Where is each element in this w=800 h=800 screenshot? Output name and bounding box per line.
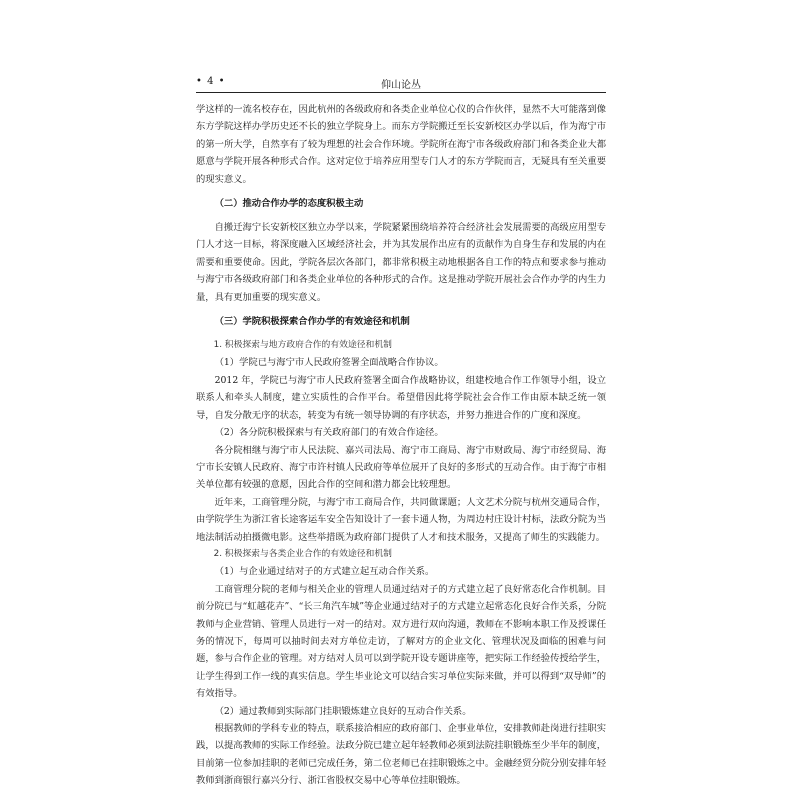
paragraph: 各分院相继与海宁市人民法院、嘉兴司法局、海宁市工商局、海宁市财政局、海宁市经贸局、海宁市长安镇人民政府、海宁市许村镇人民政府等单位展开了良好的多形式的互动合作。由于海宁市相关单位都有较强的意愿，因此合作的空间和潜力都会比较理想。 <box>196 444 606 491</box>
paragraph: 工商管理分院的老师与相关企业的管理人员通过结对子的方式建立起了良好常态化合作机制。目前分院已与“虹越花卉”、“长三角汽车城”等企业通过结对子的方式建立起常态化良好合作关系，分院教师与企业营销、管理人员进行一对一的结对。双方进行双向沟通，教师在不影响本职工作及授课任务的情况下，每周可以抽时间去对方单位走访，了解对方的企业文化、管理状况及面临的困难与问题，参与合作企业的管理。对方结对人员可以到学院开设专题讲座等，把实际工作经验传授给学生，让学生得到工作一线的真实信息。学生毕业论文可以结合实习单位实际来做，并可以得到“双导师”的有效指导。 <box>196 583 606 700</box>
journal-title: 仰山论丛 <box>381 80 421 91</box>
running-header <box>196 70 606 93</box>
section-heading-2: （二）推动合作办学的态度积极主动 <box>214 198 364 210</box>
page-number: • 4 • <box>196 76 226 87</box>
paragraph: 近年来，工商管理分院，与海宁市工商局合作，共同做课题；人文艺术分院与杭州交通局合作，由学院学生为浙江省长途客运车安全告知设计了一套卡通人物，为周边村庄设计村标，法政分院为当地法制活动拍摄微电影。这些举措既为政府部门提供了人才和技术服务，又提高了师生的实践能力。 <box>196 496 606 543</box>
body-text <box>196 101 606 790</box>
paragraph-continued: 学这样的一流名校存在，因此杭州的各级政府和各类企业单位心仪的合作伙伴，显然不大可能落到像东方学院这样办学历史还不长的独立学院身上。而东方学院搬迁至长安新校区办学以后，作为海宁市的第一所大学，自然享有了较为理想的社会合作环境。学院所在海宁市各级政府部门和各类企业大都愿意与学院开展各种形式合作。这对定位于培养应用型专门人才的东方学院而言，无疑具有至关重要的现实意义。 <box>196 104 606 185</box>
document-page <box>196 70 606 790</box>
item-heading: （2）通过教师到实际部门挂职锻炼建立良好的互动合作关系。 <box>214 705 472 717</box>
subsection-heading-2: 2. 积极探索与各类企业合作的有效途径和机制 <box>213 548 392 559</box>
paragraph: 根据教师的学科专业的特点，联系接洽相应的政府部门、企事业单位，安排教师赴岗进行挂职实践，以提高教师的实际工作经验。法政分院已建立起年轻教师必须到法院挂职锻炼至少半年的制度，目前第一位参加挂职的老师已完成任务，第二位老师已在挂职锻炼之中。金融经贸分院分别安排年轻教师到浙商银行嘉兴分行、浙江省股权交易中心等单位挂职锻炼。 <box>196 723 606 787</box>
item-heading: （2）各分院积极探索与有关政府部门的有效合作途径。 <box>214 427 444 439</box>
subsection-heading-1: 1. 积极探索与地方政府合作的有效途径和机制 <box>213 340 392 351</box>
paragraph: 2012 年，学院已与海宁市人民政府签署全面合作战略协议，组建校地合作工作领导小组，设立联系人和牵头人制度，建立实质性的合作平台。希望借因此将学院社会合作工作由原本缺乏统一领导，自发分散无序的状态，转变为有统一领导协调的有序状态，并努力推进合作的广度和深度。 <box>196 374 606 421</box>
section-heading-3: （三）学院积极探索合作办学的有效途径和机制 <box>214 316 410 328</box>
item-heading: （1）学院已与海宁市人民政府签署全面战略合作协议。 <box>214 357 444 369</box>
paragraph: 自搬迁海宁长安新校区独立办学以来，学院紧紧围绕培养符合经济社会发展需要的高级应用型专门人才这一目标，将深度融入区域经济社会，并为其发展作出应有的贡献作为自身生存和发展的内在需要和重要使命。因此，学院各层次各部门，都非常积极主动地根据各自工作的特点和要求参与推动与海宁市各级政府部门和各类企业单位的各种形式的合作。这是推动学院开展社会合作办学的内生力量，具有更加重要的现实意义。 <box>196 222 606 303</box>
item-heading: （1）与企业通过结对子的方式建立起互动合作关系。 <box>214 566 435 578</box>
